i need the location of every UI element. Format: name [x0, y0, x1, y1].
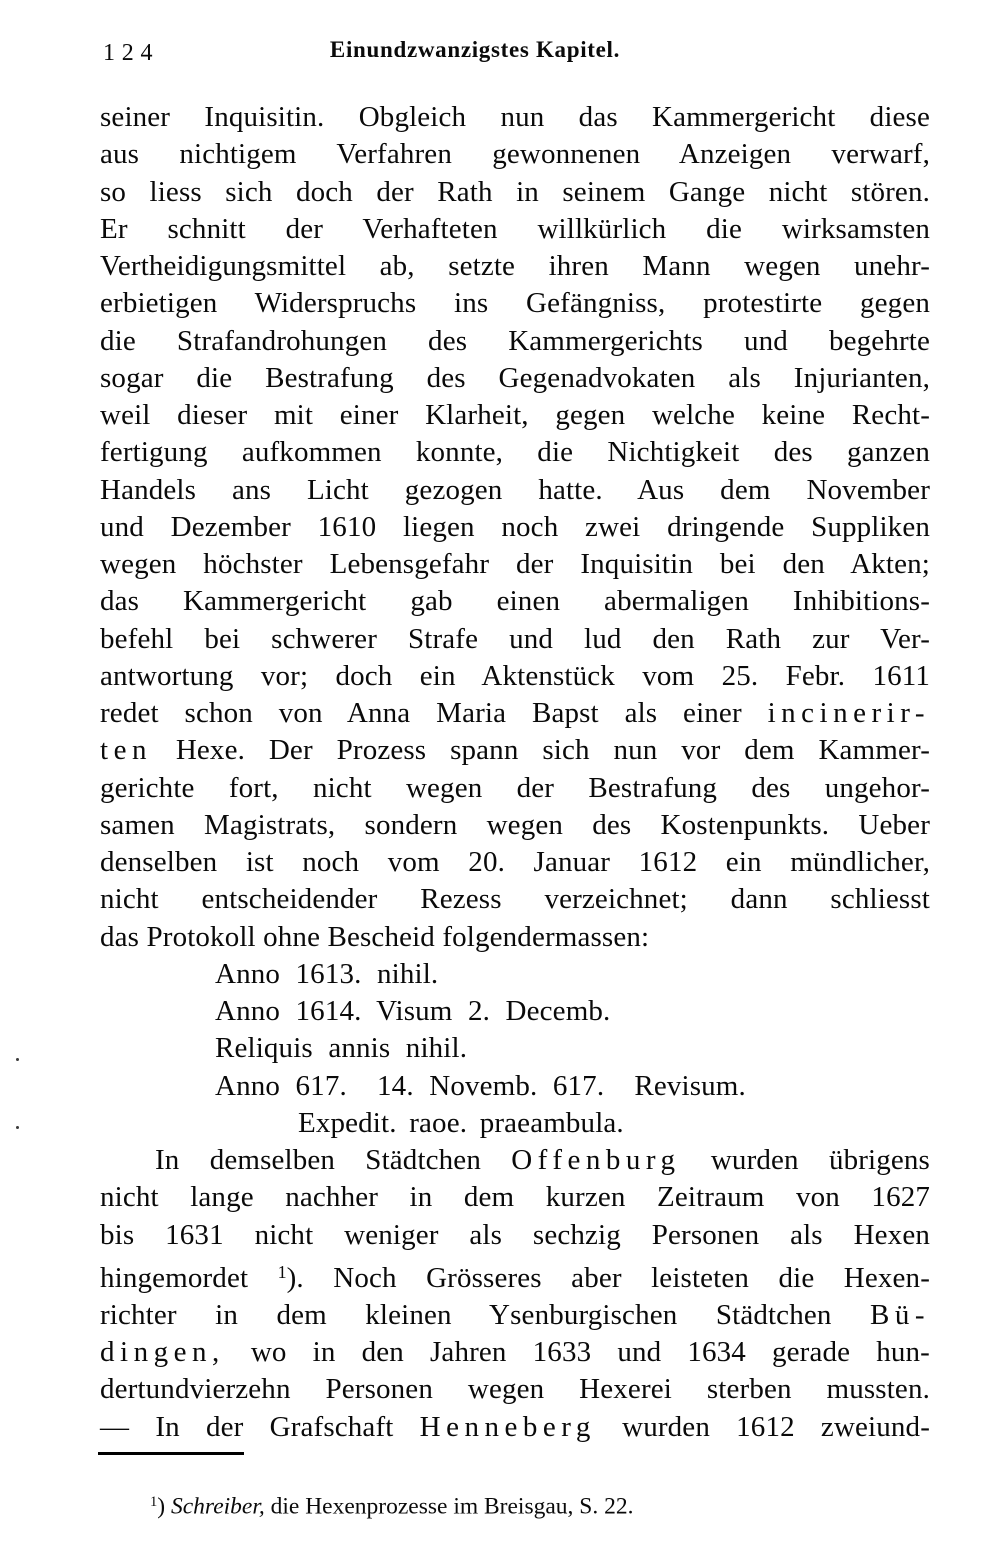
- line-text: hingemordet: [100, 1261, 278, 1294]
- line-text: richter in dem kleinen Ysenburgischen Städtchen: [100, 1298, 870, 1331]
- line-text: Anno 1614. Visum 2. Decemb.: [215, 995, 611, 1027]
- body-line: [100, 732, 930, 769]
- line-text: und Dezember 1610 liegen noch zwei dringende Suppliken: [100, 510, 930, 543]
- line-text: Expedit. raoe. praeambula.: [298, 1106, 624, 1139]
- spaced-word: incinerir-: [767, 697, 930, 729]
- line-text: fertigung aufkommen konnte, die Nichtigkeit des ganzen: [100, 436, 930, 469]
- line-text: erbietigen Widerspruchs ins Gefängniss, protestirte gegen: [100, 287, 930, 320]
- body-line: [100, 1254, 930, 1297]
- line-text: dertundvierzehn Personen wegen Hexerei sterben mussten.: [100, 1373, 930, 1406]
- line-text: denselben ist noch vom 20. Januar 1612 ein mündlicher,: [100, 846, 930, 878]
- spaced-word: Henneberg: [419, 1410, 596, 1443]
- line-text: wurden 1612 zweiund-: [595, 1410, 930, 1443]
- body-line: [100, 285, 930, 322]
- line-text: Anno 617. 14. Novemb. 617. Revisum.: [215, 1069, 746, 1102]
- footnote-paren: ): [157, 1493, 171, 1520]
- running-header: Einundzwanzigstes Kapitel.: [329, 37, 621, 62]
- line-text: befehl bei schwerer Strafe und lud den Rath zur Ver-: [100, 622, 930, 655]
- body-line: [100, 1142, 930, 1179]
- line-text: antwortung vor; doch ein Aktenstück vom 25. Febr. 1611: [100, 659, 930, 692]
- footnote-marker: 1: [150, 1494, 158, 1510]
- line-text: sogar die Bestrafung des Gegenadvokaten als Injurianten,: [100, 361, 930, 394]
- footnote: [100, 1487, 930, 1521]
- body-line: [100, 211, 930, 248]
- body-line: [100, 323, 930, 360]
- line-text: gerichte fort, nicht wegen der Bestrafung des ungehor-: [100, 771, 930, 804]
- footnote-reference-mark: 1: [277, 1261, 287, 1282]
- protocol-line: [100, 1068, 930, 1105]
- body-line: [100, 546, 930, 583]
- line-text: Vertheidigungsmittel ab, setzte ihren Mann wegen unehr-: [100, 250, 930, 282]
- line-text: wegen höchster Lebensgefahr der Inquisitin bei den Akten;: [100, 548, 930, 580]
- line-text: Hexe. Der Prozess spann sich nun vor dem Kammer-: [151, 734, 930, 767]
- text-block: [100, 99, 930, 1446]
- line-text: aus nichtigem Verfahren gewonnenen Anzeigen verwarf,: [100, 138, 930, 171]
- line-text: Er schnitt der Verhafteten willkürlich die wirksamsten: [100, 212, 930, 245]
- line-text: — In der Grafschaft: [100, 1410, 420, 1443]
- spaced-word: Offenburg: [511, 1144, 681, 1176]
- body-line: [100, 174, 930, 211]
- body-line: [100, 881, 930, 918]
- line-text: seiner Inquisitin. Obgleich nun das Kammergericht diese: [100, 101, 930, 133]
- protocol-line: [100, 956, 930, 993]
- footnote-text: die Hexenprozesse im Breisgau, S. 22.: [264, 1493, 634, 1520]
- body-line: [100, 1409, 930, 1446]
- body-line: [100, 434, 930, 471]
- line-text: weil dieser mit einer Klarheit, gegen welche keine Recht-: [100, 399, 930, 431]
- spaced-word: dingen,: [100, 1336, 225, 1369]
- body-line: [100, 1297, 930, 1334]
- line-text: die Strafandrohungen des Kammergerichts und begehrte: [100, 324, 930, 357]
- line-text: Reliquis annis nihil.: [215, 1032, 468, 1065]
- body-line: [100, 136, 930, 173]
- protocol-line: [100, 1105, 930, 1142]
- line-text: redet schon von Anna Maria Bapst als einer: [100, 697, 768, 729]
- body-line: [100, 844, 930, 881]
- body-line: [100, 621, 930, 658]
- page-number: 124: [103, 40, 160, 66]
- protocol-line: [100, 993, 930, 1030]
- footnote-line: [100, 1487, 930, 1521]
- line-text: wurden übrigens: [680, 1144, 930, 1176]
- line-text: das Kammergericht gab einen abermaligen Inhibitions-: [100, 585, 930, 618]
- body-line: [100, 919, 930, 956]
- scan-speck: [16, 1058, 19, 1061]
- spaced-word: ten: [100, 734, 152, 767]
- body-line: [100, 658, 930, 695]
- line-text: In demselben Städtchen: [155, 1144, 512, 1176]
- body-line: [100, 360, 930, 397]
- line-text: bis 1631 nicht weniger als sechzig Personen als Hexen: [100, 1218, 930, 1251]
- body-line: [100, 99, 930, 136]
- spaced-word: Bü-: [869, 1298, 930, 1331]
- line-text: nicht entscheidender Rezess verzeichnet; dann schliesst: [100, 883, 930, 916]
- line-text: ). Noch Grösseres aber leisteten die Hexen-: [286, 1261, 930, 1294]
- body-line: [100, 1371, 930, 1408]
- protocol-line: [100, 1030, 930, 1067]
- line-text: nicht lange nachher in dem kurzen Zeitraum von 1627: [100, 1181, 930, 1214]
- line-text: Anno 1613. nihil.: [215, 957, 439, 990]
- line-text: das Protokoll ohne Bescheid folgendermassen:: [100, 920, 650, 953]
- body-line: [100, 1179, 930, 1216]
- body-line: [100, 770, 930, 807]
- body-line: [100, 807, 930, 844]
- line-text: samen Magistrats, sondern wegen des Kostenpunkts. Ueber: [100, 808, 930, 841]
- line-text: wo in den Jahren 1633 und 1634 gerade hun-: [224, 1336, 930, 1369]
- line-text: so liess sich doch der Rath in seinem Gange nicht stören.: [100, 175, 930, 208]
- line-text: Handels ans Licht gezogen hatte. Aus dem November: [100, 473, 930, 506]
- body-line: [100, 1217, 930, 1254]
- body-line: [100, 695, 930, 732]
- footnote-author: Schreiber,: [170, 1493, 265, 1520]
- body-line: [100, 248, 930, 285]
- body-line: [100, 1334, 930, 1371]
- footnote-separator: [98, 1452, 244, 1455]
- body-line: [100, 397, 930, 434]
- body-line: [100, 583, 930, 620]
- body-line: [100, 472, 930, 509]
- body-line: [100, 509, 930, 546]
- scan-speck: [16, 1126, 19, 1129]
